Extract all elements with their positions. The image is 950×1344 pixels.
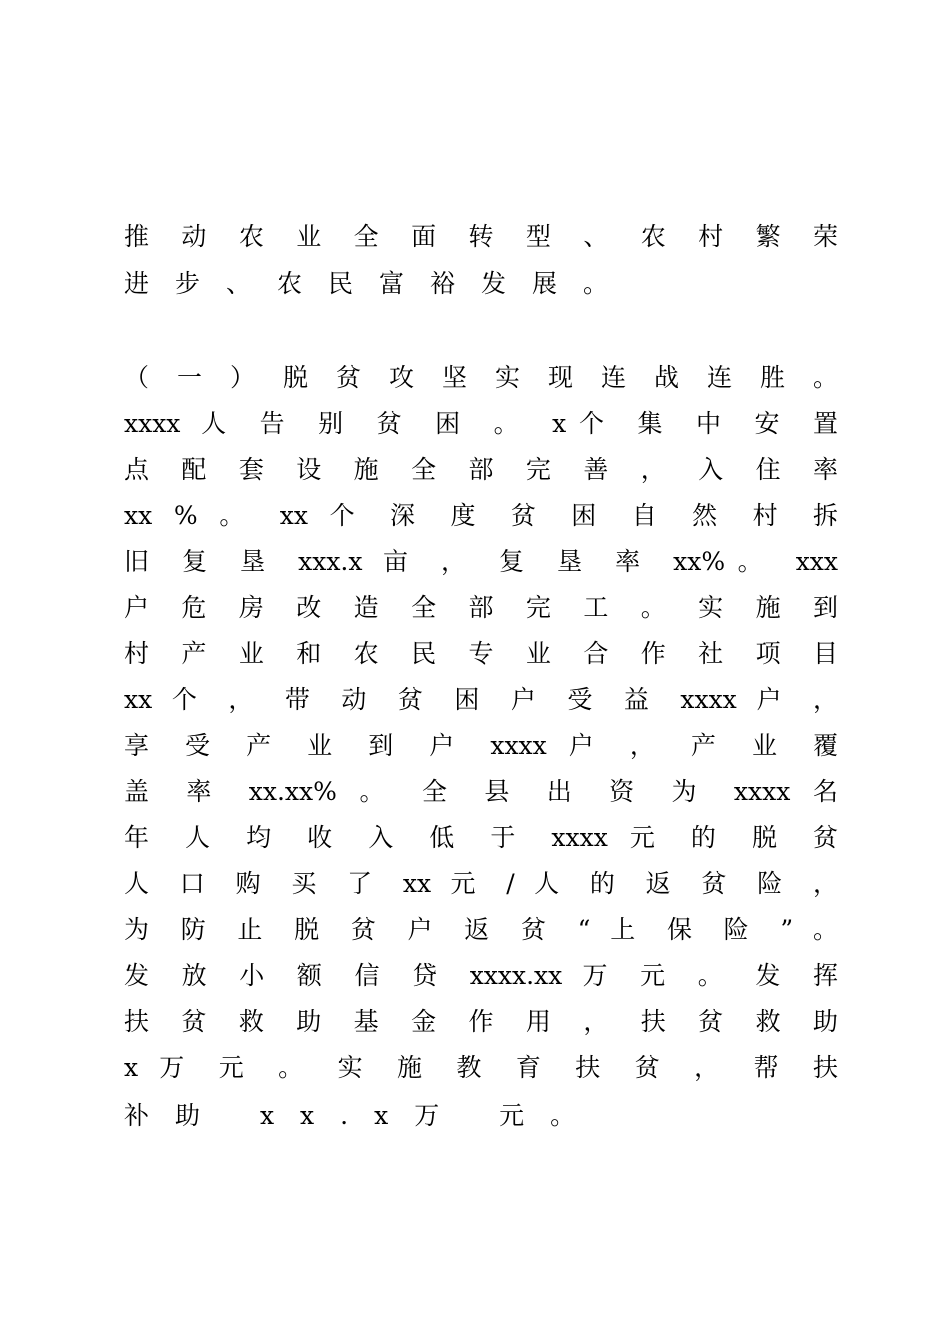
text-line: 盖 率 xx.xx% 。 全 县 出 资 为 xxxx 名 xyxy=(124,777,838,806)
text-line: 为 防 止 脱 贫 户 返 贫 “ 上 保 险 ” 。 xyxy=(124,915,838,944)
text-line: 旧 复 垦 xxx.x 亩 ， 复 垦 率 xx%。 xxx xyxy=(124,547,838,576)
text-line: 发 放 小 额 信 贷 xxxx.xx 万 元 。 发 挥 xyxy=(124,961,838,990)
text-line: 人 口 购 买 了 xx 元 / 人 的 返 贫 险 ， xyxy=(124,869,838,898)
text-line: 享 受 产 业 到 户 xxxx 户 ， 产 业 覆 xyxy=(124,731,838,760)
text-line: 村 产 业 和 农 民 专 业 合 作 社 项 目 xyxy=(124,639,838,668)
text-line: 年 人 均 收 入 低 于 xxxx 元 的 脱 贫 xyxy=(124,823,838,852)
text-line: xx % 。 xx 个 深 度 贫 困 自 然 村 拆 xyxy=(124,501,838,530)
text-line: xxxx 人 告 别 贫 困 。 x个 集 中 安 置 xyxy=(124,409,838,438)
text-line: 进步、农民富裕发展。 xyxy=(124,269,635,298)
text-line: （ 一 ） 脱 贫 攻 坚 实 现 连 战 连 胜 。 xyxy=(124,363,838,392)
text-line: 户 危 房 改 造 全 部 完 工 。 实 施 到 xyxy=(124,593,838,622)
text-line: 推 动 农 业 全 面 转 型 、 农 村 繁 荣 xyxy=(124,222,838,251)
text-line: 扶 贫 救 助 基 金 作 用 ， 扶 贫 救 助 xyxy=(124,1007,838,1036)
text-line: 点 配 套 设 施 全 部 完 善 ， 入 住 率 xyxy=(124,455,838,484)
text-line: x 万 元 。 实 施 教 育 扶 贫 ， 帮 扶 xyxy=(124,1053,838,1082)
text-line: 补助 xx.x万 元。 xyxy=(124,1101,602,1130)
text-line: xx 个 ， 带 动 贫 困 户 受 益 xxxx 户 ， xyxy=(124,685,838,714)
